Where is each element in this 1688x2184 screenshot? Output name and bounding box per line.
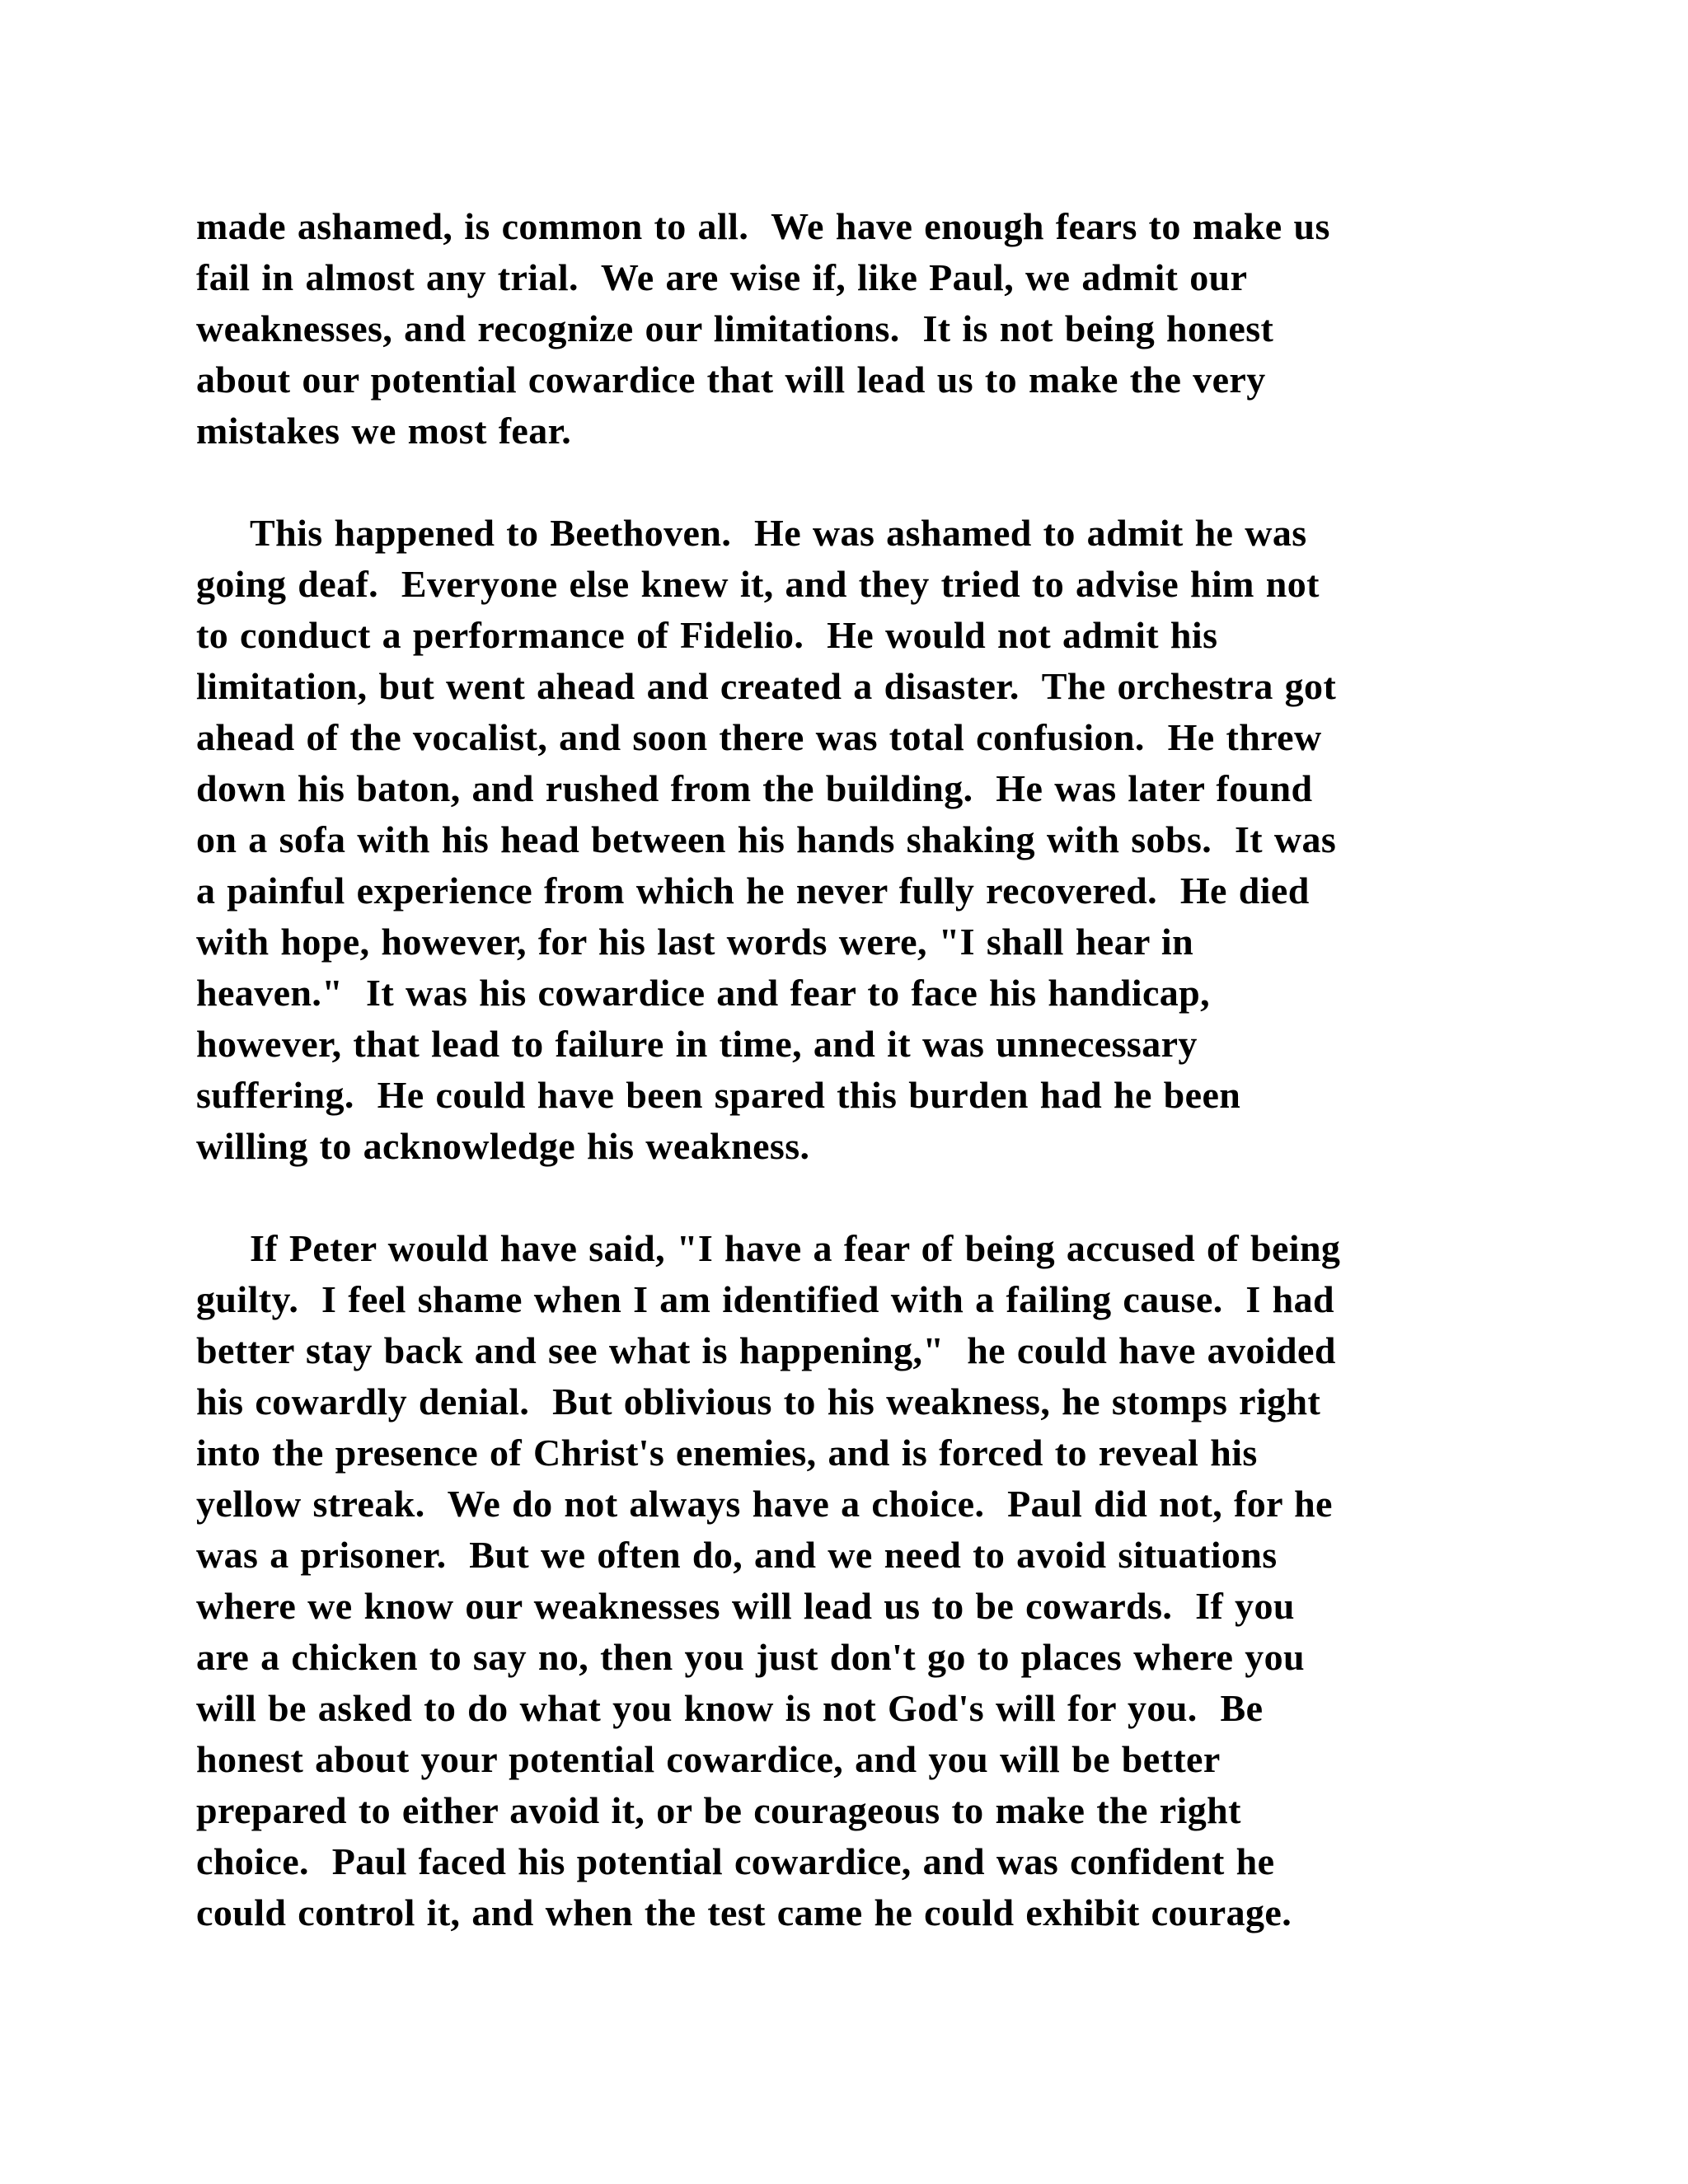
text-line: could control it, and when the test came he could exhibit courage.	[196, 1891, 1292, 1933]
paragraph-3	[196, 1223, 1515, 1938]
text-line: yellow streak. We do not always have a choice. Paul did not, for he	[196, 1483, 1333, 1525]
text-line: heaven." It was his cowardice and fear to face his handicap,	[196, 972, 1211, 1014]
text-line: his cowardly denial. But oblivious to his weakness, he stomps right	[196, 1380, 1321, 1422]
text-line: weaknesses, and recognize our limitations. It is not being honest	[196, 307, 1274, 349]
text-line: a painful experience from which he never fully recovered. He died	[196, 869, 1310, 912]
text-line: mistakes we most fear.	[196, 410, 572, 452]
text-line: on a sofa with his head between his hands shaking with sobs. It was	[196, 818, 1337, 860]
text-line: prepared to either avoid it, or be courageous to make the right	[196, 1789, 1241, 1831]
text-line: willing to acknowledge his weakness.	[196, 1125, 810, 1167]
text-line: with hope, however, for his last words were, "I shall hear in	[196, 921, 1194, 963]
text-line: about our potential cowardice that will lead us to make the very	[196, 359, 1266, 401]
text-line: will be asked to do what you know is not God's will for you. Be	[196, 1687, 1264, 1729]
text-line: ahead of the vocalist, and soon there was total confusion. He threw	[196, 716, 1322, 758]
text-line: choice. Paul faced his potential cowardice, and was confident he	[196, 1840, 1275, 1882]
body-text	[196, 201, 1515, 1938]
text-line: honest about your potential cowardice, and you will be better	[196, 1738, 1221, 1780]
text-line: going deaf. Everyone else knew it, and they tried to advise him not	[196, 563, 1320, 605]
paragraph-spacer	[196, 1172, 1515, 1223]
paragraph-spacer	[196, 457, 1515, 508]
text-line: guilty. I feel shame when I am identified with a failing cause. I had	[196, 1278, 1334, 1320]
text-line: limitation, but went ahead and created a disaster. The orchestra got	[196, 665, 1337, 707]
text-line: to conduct a performance of Fidelio. He would not admit his	[196, 614, 1218, 656]
paragraph-1	[196, 201, 1515, 457]
text-line: This happened to Beethoven. He was ashamed to admit he was	[250, 512, 1307, 554]
text-line: down his baton, and rushed from the building. He was later found	[196, 767, 1313, 809]
text-line: into the presence of Christ's enemies, and is forced to reveal his	[196, 1432, 1258, 1474]
text-line: suffering. He could have been spared this burden had he been	[196, 1074, 1241, 1116]
text-line: was a prisoner. But we often do, and we need to avoid situations	[196, 1534, 1278, 1576]
text-line: made ashamed, is common to all. We have enough fears to make us	[196, 205, 1330, 247]
text-line: better stay back and see what is happening," he could have avoided	[196, 1329, 1336, 1371]
text-line: are a chicken to say no, then you just don't go to places where you	[196, 1636, 1305, 1678]
text-line: If Peter would have said, "I have a fear of being accused of being	[250, 1227, 1341, 1269]
text-line: fail in almost any trial. We are wise if, like Paul, we admit our	[196, 256, 1248, 298]
paragraph-2	[196, 508, 1515, 1172]
text-line: where we know our weaknesses will lead us to be cowards. If you	[196, 1585, 1295, 1627]
text-line: however, that lead to failure in time, and it was unnecessary	[196, 1023, 1198, 1065]
